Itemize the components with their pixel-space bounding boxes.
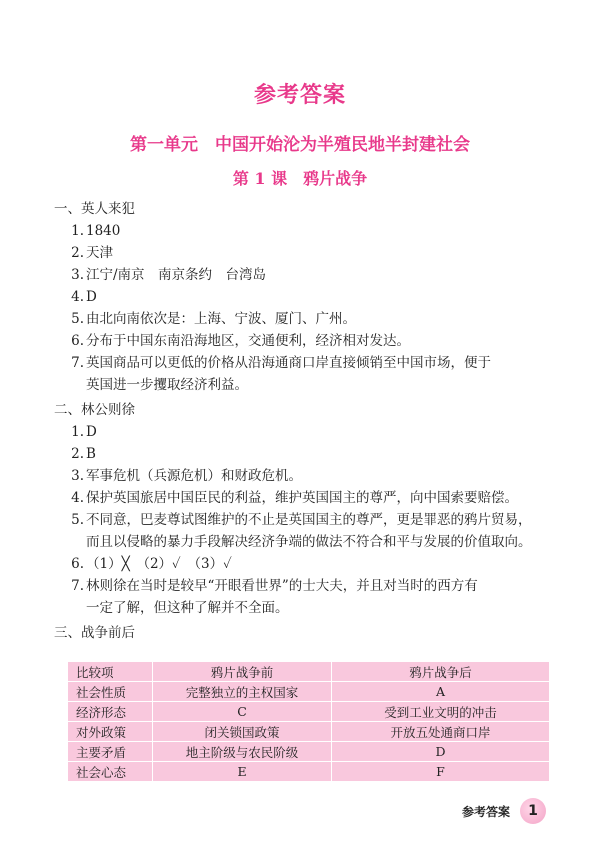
answer-item — [54, 575, 554, 597]
answer-number: 1. — [71, 223, 84, 239]
answer-item — [54, 220, 554, 242]
footer-label: 参考答案 — [461, 804, 510, 819]
answer-number: 7. — [71, 578, 84, 594]
table-cell: 社会性质 — [68, 682, 153, 702]
answer-text: D — [86, 289, 97, 305]
table-cell: 完整独立的主权国家 — [153, 682, 332, 702]
answer-text: 保护英国旅居中国臣民的利益，维护英国国主的尊严，向中国索要赔偿。 — [86, 490, 518, 506]
page-number: 1 — [520, 798, 546, 824]
answer-number: 6. — [71, 333, 84, 349]
table-cell: D — [332, 742, 550, 762]
answer-number: 6. — [71, 556, 84, 572]
section-heading: 一、英人来犯 — [54, 201, 135, 217]
page-footer — [462, 798, 546, 824]
answer-number: 5. — [71, 512, 84, 528]
answer-text: 林则徐在当时是较早“开眼看世界”的士大夫，并且对当时的西方有 — [86, 578, 478, 594]
table-cell: 社会心态 — [68, 762, 153, 782]
table-cell: 开放五处通商口岸 — [332, 722, 550, 742]
table-row — [68, 762, 550, 782]
table-header-row — [68, 662, 550, 682]
answer-text: 由北向南依次是：上海、宁波、厦门、广州。 — [86, 311, 356, 327]
answer-text: 1840 — [86, 223, 121, 239]
answer-item — [54, 330, 554, 352]
table-cell: 地主阶级与农民阶级 — [153, 742, 332, 762]
answer-number: 2. — [71, 446, 84, 462]
unit-title: 第一单元 中国开始沦为半殖民地半封建社会 — [130, 135, 470, 155]
table-cell: 闭关锁国政策 — [153, 722, 332, 742]
answer-text: 不同意，巴麦尊试图维护的不止是英国国主的尊严，更是罪恶的鸦片贸易， — [86, 512, 532, 528]
table-row — [68, 722, 550, 742]
answer-number: 5. — [71, 311, 84, 327]
table-row — [68, 682, 550, 702]
answer-text-continued: 而且以侵略的暴力手段解决经济争端的做法不符合和平与发展的价值取向。 — [86, 534, 532, 550]
answer-item — [54, 553, 554, 575]
answer-number: 3. — [71, 468, 84, 484]
answer-number: 4. — [71, 490, 84, 506]
answer-item — [54, 443, 554, 465]
answer-text: 江宁/南京 南京条约 台湾岛 — [86, 267, 267, 283]
answer-text-continued: 一定了解，但这种了解并不全面。 — [86, 600, 289, 616]
answer-item — [54, 487, 554, 509]
answer-number: 7. — [71, 355, 84, 371]
answer-item — [54, 286, 554, 308]
table-cell: 经济形态 — [68, 702, 153, 722]
table-cell: 鸦片战争后 — [332, 662, 550, 682]
comparison-table — [67, 661, 550, 782]
table-cell: 主要矛盾 — [68, 742, 153, 762]
answer-number: 3. — [71, 267, 84, 283]
answer-text-continued: 英国进一步攫取经济利益。 — [86, 377, 248, 393]
answer-text: 英国商品可以更低的价格从沿海通商口岸直接倾销至中国市场，便于 — [86, 355, 491, 371]
answer-item — [54, 264, 554, 286]
answer-text: 分布于中国东南沿海地区，交通便利，经济相对发达。 — [86, 333, 410, 349]
page-title: 参考答案 — [253, 82, 346, 108]
table-row — [68, 742, 550, 762]
answer-item — [54, 465, 554, 487]
table-row — [68, 702, 550, 722]
answer-text: B — [86, 446, 96, 462]
table-cell: A — [332, 682, 550, 702]
answer-text: 天津 — [86, 245, 113, 261]
answer-number: 4. — [71, 289, 84, 305]
answer-list — [54, 195, 554, 644]
answer-item — [54, 352, 554, 374]
table-cell: E — [153, 762, 332, 782]
table-cell: F — [332, 762, 550, 782]
section-heading: 三、战争前后 — [54, 625, 135, 641]
answer-number: 1. — [71, 424, 84, 440]
answer-text: （1）╳ （2）✓ （3）✓ — [86, 556, 232, 572]
table-cell: C — [153, 702, 332, 722]
lesson-title: 第 1 课 鸦片战争 — [232, 169, 368, 188]
table-cell: 对外政策 — [68, 722, 153, 742]
answer-item — [54, 308, 554, 330]
answer-text: 军事危机（兵源危机）和财政危机。 — [86, 468, 302, 484]
section-heading: 二、林公则徐 — [54, 402, 135, 418]
answer-item — [54, 421, 554, 443]
table-cell: 鸦片战争前 — [153, 662, 332, 682]
answer-item — [54, 509, 554, 531]
table-cell: 受到工业文明的冲击 — [332, 702, 550, 722]
answer-item — [54, 242, 554, 264]
answer-text: D — [86, 424, 97, 440]
answer-number: 2. — [71, 245, 84, 261]
table-cell: 比较项 — [68, 662, 153, 682]
